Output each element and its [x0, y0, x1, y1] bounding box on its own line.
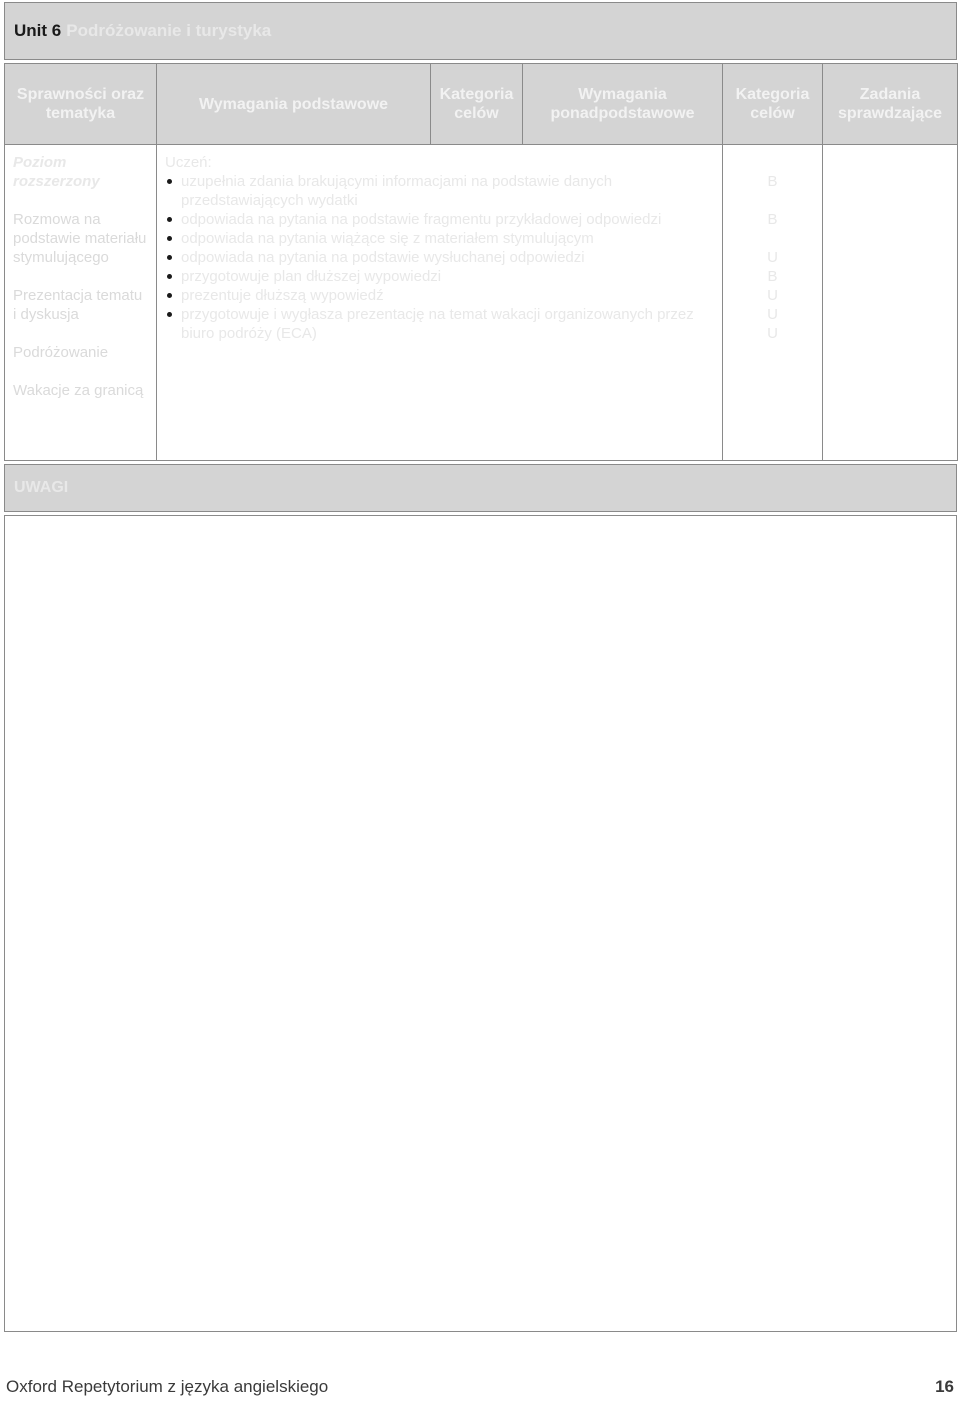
bullet-icon	[167, 179, 172, 184]
notes-area	[4, 515, 957, 1332]
list-item	[165, 172, 714, 210]
student-label: Uczeń:	[165, 154, 212, 171]
list-item	[165, 210, 714, 229]
column-header: Wymagania ponadpodstawowe	[523, 64, 723, 145]
column-header: Kategoria celów	[723, 64, 823, 145]
column-header: Kategoria celów	[431, 64, 523, 145]
bullet-icon	[167, 274, 172, 279]
requirement-text: przygotowuje plan dłuższej wypowiedzi	[181, 268, 442, 285]
list-item	[165, 229, 714, 248]
skill-item: Podróżowanie	[13, 344, 109, 361]
bullet-icon	[167, 217, 172, 222]
skill-item: Wakacje za granicą	[13, 382, 144, 399]
tasks-cell	[823, 145, 958, 461]
column-header: Wymagania podstawowe	[157, 64, 431, 145]
category-letter: B	[767, 268, 778, 285]
bullet-icon	[167, 255, 172, 260]
requirement-text: odpowiada na pytania na podstawie fragmentu przykładowej odpowiedzi	[181, 211, 662, 228]
category-letter: U	[767, 306, 778, 323]
table-row	[5, 145, 958, 461]
table-header-row	[5, 64, 958, 145]
page-footer	[6, 1377, 954, 1397]
skills-cell	[5, 145, 157, 461]
skill-item: Prezentacja tematu i dyskusja	[13, 287, 143, 323]
list-item	[165, 267, 714, 286]
requirement-text: odpowiada na pytania wiążące się z materiałem stymulującym	[181, 230, 594, 247]
requirement-text: uzupełnia zdania brakującymi informacjami na podstawie danych przedstawiających wydatki	[181, 173, 613, 209]
bullet-icon	[167, 236, 172, 241]
requirements-cell	[157, 145, 723, 461]
category-spacer	[724, 229, 821, 248]
category-letter: U	[767, 287, 778, 304]
requirement-text: odpowiada na pytania na podstawie wysłuchanej odpowiedzi	[181, 249, 585, 266]
category-letter: B	[767, 211, 778, 228]
unit-title-bar	[4, 2, 957, 60]
column-header: Zadania sprawdzające	[823, 64, 958, 145]
category-cell	[723, 145, 823, 461]
requirements-list	[165, 172, 714, 343]
unit-topic: Podróżowanie i turystyka	[66, 21, 272, 40]
bullet-icon	[167, 312, 172, 317]
list-item	[165, 305, 714, 343]
skill-item: Rozmowa na podstawie materiału stymulującego	[13, 211, 147, 266]
book-title: Oxford Repetytorium z języka angielskiego	[6, 1377, 329, 1396]
list-item	[165, 248, 714, 267]
requirements-table	[4, 63, 958, 461]
category-spacer	[724, 191, 821, 210]
notes-header: UWAGI	[4, 464, 957, 512]
page-number: 16	[935, 1377, 954, 1396]
list-item	[165, 286, 714, 305]
bullet-icon	[167, 293, 172, 298]
requirement-text: przygotowuje i wygłasza prezentację na temat wakacji organizowanych przez biuro podróży (ECA)	[181, 306, 694, 342]
category-letter: B	[767, 173, 778, 190]
page-frame	[4, 2, 957, 1332]
category-letter: U	[767, 249, 778, 266]
level-label: Poziom rozszerzony	[13, 154, 100, 190]
requirement-text: prezentuje dłuższą wypowiedź	[181, 287, 384, 304]
unit-label: Unit 6	[14, 21, 62, 40]
category-letter: U	[767, 325, 778, 342]
column-header: Sprawności oraz tematyka	[5, 64, 157, 145]
